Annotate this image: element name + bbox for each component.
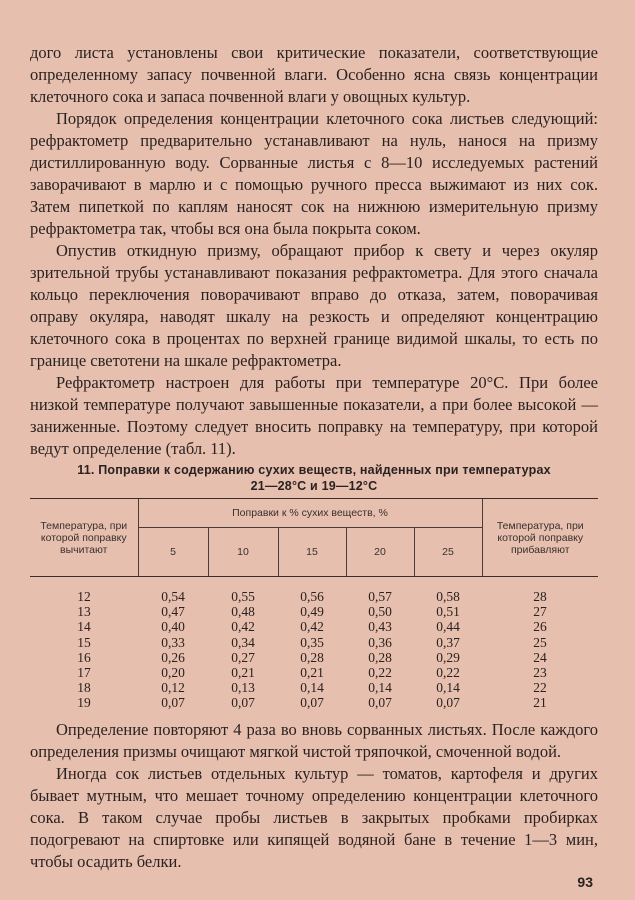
table-caption-line-1: 11. Поправки к содержанию сухих веществ, найденных при температурах: [77, 463, 551, 477]
cell-correction: 0,07: [231, 695, 255, 711]
cell-subtract-temp: 13: [77, 604, 91, 620]
cell-add-temp: 24: [533, 649, 547, 665]
cell-subtract-temp: 12: [77, 589, 91, 605]
cell-correction: 0,21: [300, 665, 324, 681]
corrections-table: [30, 498, 598, 711]
table-body: [30, 577, 598, 711]
cell-correction: 0,54: [161, 589, 185, 605]
page-number: 93: [577, 874, 593, 890]
cell-correction: 0,22: [368, 665, 392, 681]
cell-correction: 0,42: [300, 619, 324, 635]
cell-add-temp: 25: [533, 634, 547, 650]
cell-correction: 0,22: [436, 665, 460, 681]
cell-subtract-temp: 15: [77, 634, 91, 650]
table-row: [30, 665, 598, 680]
table-row: [30, 635, 598, 650]
cell-add-temp: 26: [533, 619, 547, 635]
header-col-5: 5: [138, 528, 208, 577]
table-row: [30, 577, 598, 605]
table-row: [30, 619, 598, 634]
paragraph-procedure: Порядок определения концентрации клеточного сока листьев следующий: рефрактометр предварительно устанавливают на нуль, нанося на призму дистиллированную воду. Сорванные листья с 8—10 исследуемых растений заворачивают в марлю и с помощью ручного пресса выжимают из них сок. Затем пипеткой по каплям наносят сок на нижнюю измерительную призму рефрактометра так, чтобы вся она была покрыта соком.: [30, 109, 598, 238]
paragraph-continuation: дого листа установлены свои критические показатели, соответствующие определенному запасу почвенной влаги. Особенно ясна связь концентрации клеточного сока и запаса почвенной влаги у овощных культур.: [30, 43, 598, 106]
cell-correction: 0,21: [231, 665, 255, 681]
cell-correction: 0,14: [436, 680, 460, 696]
cell-add-temp: 27: [533, 604, 547, 620]
table-caption: [34, 462, 594, 494]
header-col-15: 15: [278, 528, 346, 577]
cell-correction: 0,14: [368, 680, 392, 696]
cell-add-temp: 23: [533, 665, 547, 681]
cell-correction: 0,49: [300, 604, 324, 620]
header-subtract-temperature: Температура, при которой поправку вычитают: [30, 499, 138, 577]
cell-correction: 0,55: [231, 589, 255, 605]
cell-add-temp: 22: [533, 680, 547, 696]
cell-correction: 0,36: [368, 634, 392, 650]
cell-correction: 0,33: [161, 634, 185, 650]
cell-correction: 0,47: [161, 604, 185, 620]
table-row: [30, 695, 598, 710]
cell-correction: 0,07: [368, 695, 392, 711]
cell-correction: 0,57: [368, 589, 392, 605]
table-row: [30, 680, 598, 695]
cell-correction: 0,37: [436, 634, 460, 650]
table-row: [30, 604, 598, 619]
cell-correction: 0,48: [231, 604, 255, 620]
cell-correction: 0,28: [300, 649, 324, 665]
cell-add-temp: 21: [533, 695, 547, 711]
cell-correction: 0,14: [300, 680, 324, 696]
cell-correction: 0,28: [368, 649, 392, 665]
header-corrections-group: Поправки к % сухих веществ, %: [138, 499, 482, 528]
cell-correction: 0,34: [231, 634, 255, 650]
cell-correction: 0,29: [436, 649, 460, 665]
header-col-25: 25: [414, 528, 482, 577]
cell-correction: 0,13: [231, 680, 255, 696]
cell-subtract-temp: 16: [77, 649, 91, 665]
cell-subtract-temp: 19: [77, 695, 91, 711]
paragraph-turbid-juice: Иногда сок листьев отдельных культур — томатов, картофеля и других бывает мутным, что мешает точному определению концентрации клеточного сока. В таком случае пробы листьев в закрытых пробками пробирках подогревают на спиртовке или кипящей водяной бане в течение 1—3 мин, чтобы осадить белки.: [30, 764, 598, 871]
cell-correction: 0,44: [436, 619, 460, 635]
cell-correction: 0,50: [368, 604, 392, 620]
cell-add-temp: 28: [533, 589, 547, 605]
cell-correction: 0,07: [161, 695, 185, 711]
cell-correction: 0,26: [161, 649, 185, 665]
paragraph-repeat: Определение повторяют 4 раза во вновь сорванных листьях. После каждого определения призмы очищают мягкой чистой тряпочкой, смоченной водой.: [30, 720, 598, 761]
cell-correction: 0,27: [231, 649, 255, 665]
cell-correction: 0,07: [436, 695, 460, 711]
table-row: [30, 650, 598, 665]
cell-correction: 0,20: [161, 665, 185, 681]
cell-correction: 0,07: [300, 695, 324, 711]
cell-correction: 0,58: [436, 589, 460, 605]
cell-subtract-temp: 17: [77, 665, 91, 681]
cell-correction: 0,56: [300, 589, 324, 605]
text-block-top: [30, 42, 598, 460]
table-caption-line-2: 21—28°С и 19—12°С: [250, 479, 378, 493]
cell-correction: 0,42: [231, 619, 255, 635]
header-col-10: 10: [208, 528, 278, 577]
cell-subtract-temp: 14: [77, 619, 91, 635]
paragraph-temperature: Рефрактометр настроен для работы при температуре 20°С. При более низкой температуре получают завышенные показатели, а при более высокой — заниженные. Поэтому следует вносить поправку на температуру, при которой ведут определение (табл. 11).: [30, 373, 598, 458]
cell-correction: 0,40: [161, 619, 185, 635]
paragraph-reading: Опустив откидную призму, обращают прибор к свету и через окуляр зрительной трубы устанавливают показания рефрактометра. Для этого сначала кольцо переключения поворачивают вправо до отказа, затем, поворачивая оправу окуляра, наводят шкалу на резкость и определяют концентрацию клеточного сока в процентах по верхней границе видимой шкалы, то есть по границе светотени на шкале рефрактометра.: [30, 241, 598, 370]
cell-correction: 0,35: [300, 634, 324, 650]
header-col-20: 20: [346, 528, 414, 577]
cell-correction: 0,43: [368, 619, 392, 635]
cell-correction: 0,51: [436, 604, 460, 620]
text-block-bottom: [30, 719, 598, 873]
cell-subtract-temp: 18: [77, 680, 91, 696]
header-add-temperature: Температура, при которой поправку прибавляют: [482, 499, 598, 577]
cell-correction: 0,12: [161, 680, 185, 696]
